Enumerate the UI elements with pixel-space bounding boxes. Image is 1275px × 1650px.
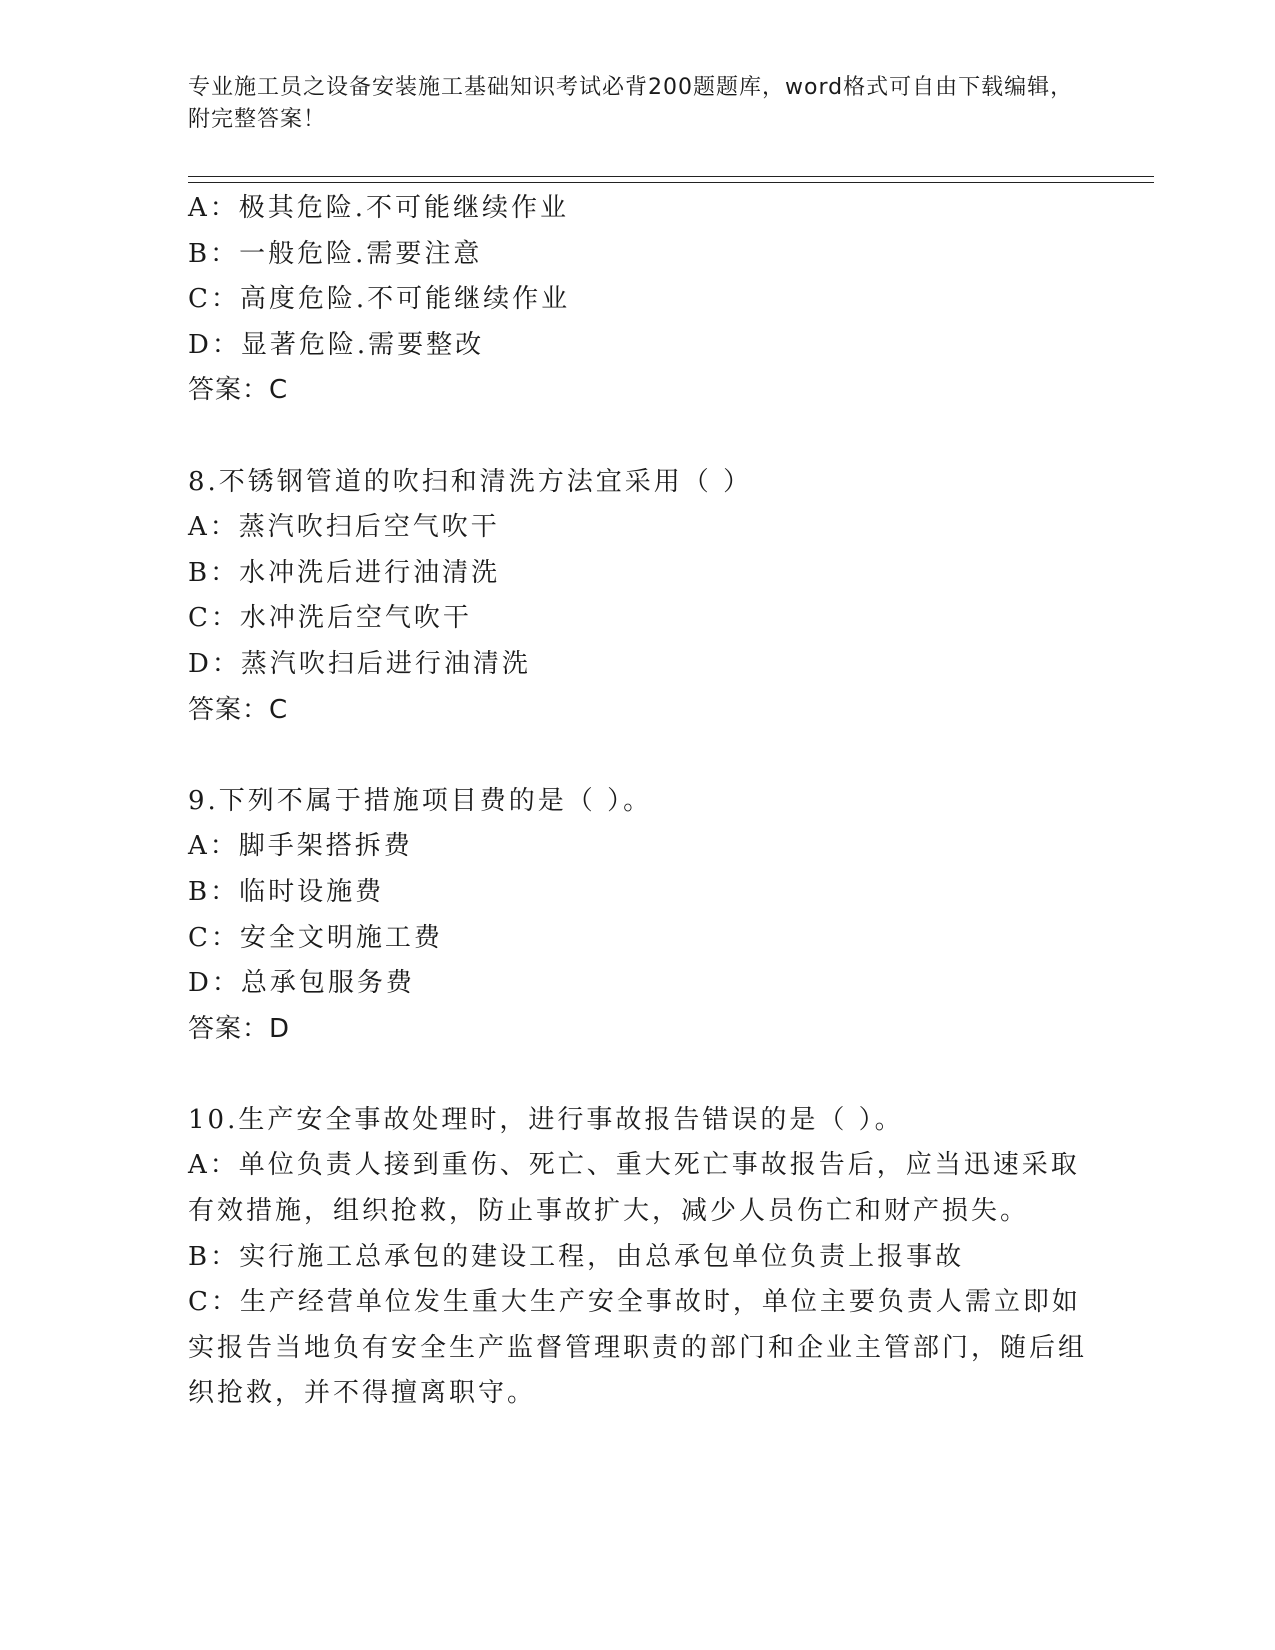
question-stem: 9.下列不属于措施项目费的是（ ）。 [188, 785, 653, 816]
header-rule-bottom [188, 182, 1154, 183]
question-block-partial [188, 186, 1088, 414]
spacer [188, 414, 1088, 460]
option-b: B：一般危险.需要注意 [188, 238, 483, 269]
option-c: C：生产经营单位发生重大生产安全事故时，单位主要负责人需立即如实报告当地负有安全生产监督管理职责的部门和企业主管部门，随后组织抢救，并不得擅离职守。 [188, 1287, 1088, 1409]
answer: 答案：C [188, 694, 289, 725]
question-block-8 [188, 460, 1088, 734]
option-a: A：蒸汽吹扫后空气吹干 [188, 512, 500, 543]
option-a: A：脚手架搭拆费 [188, 831, 413, 862]
answer: 答案：D [188, 1013, 291, 1044]
option-d: D：蒸汽吹扫后进行油清洗 [188, 648, 531, 679]
question-stem: 8.不锈钢管道的吹扫和清洗方法宜采用（ ） [188, 466, 753, 497]
option-a: A：单位负责人接到重伤、死亡、重大死亡事故报告后，应当迅速采取有效措施，组织抢救，防止事故扩大，减少人员伤亡和财产损失。 [188, 1150, 1080, 1227]
option-d: D：显著危险.需要整改 [188, 329, 485, 360]
question-list [188, 186, 1088, 1417]
option-a: A：极其危险.不可能继续作业 [188, 193, 570, 223]
header-rule-top [188, 176, 1154, 177]
option-b: B：临时设施费 [188, 876, 385, 907]
option-c: C：高度危险.不可能继续作业 [188, 284, 571, 315]
document-header: 专业施工员之设备安装施工基础知识考试必背200题题库，word格式可自由下载编辑，附完整答案！ [188, 75, 1074, 132]
spacer [188, 1052, 1088, 1098]
option-b: B：实行施工总承包的建设工程，由总承包单位负责上报事故 [188, 1241, 965, 1272]
option-c: C：安全文明施工费 [188, 922, 443, 953]
question-block-10 [188, 1098, 1088, 1417]
answer: 答案：C [188, 375, 289, 406]
option-c: C：水冲洗后空气吹干 [188, 603, 472, 634]
option-b: B：水冲洗后进行油清洗 [188, 557, 501, 588]
option-d: D：总承包服务费 [188, 968, 415, 999]
question-stem: 10.生产安全事故处理时，进行事故报告错误的是（ ）。 [188, 1104, 904, 1135]
spacer [188, 733, 1088, 779]
question-block-9 [188, 779, 1088, 1053]
